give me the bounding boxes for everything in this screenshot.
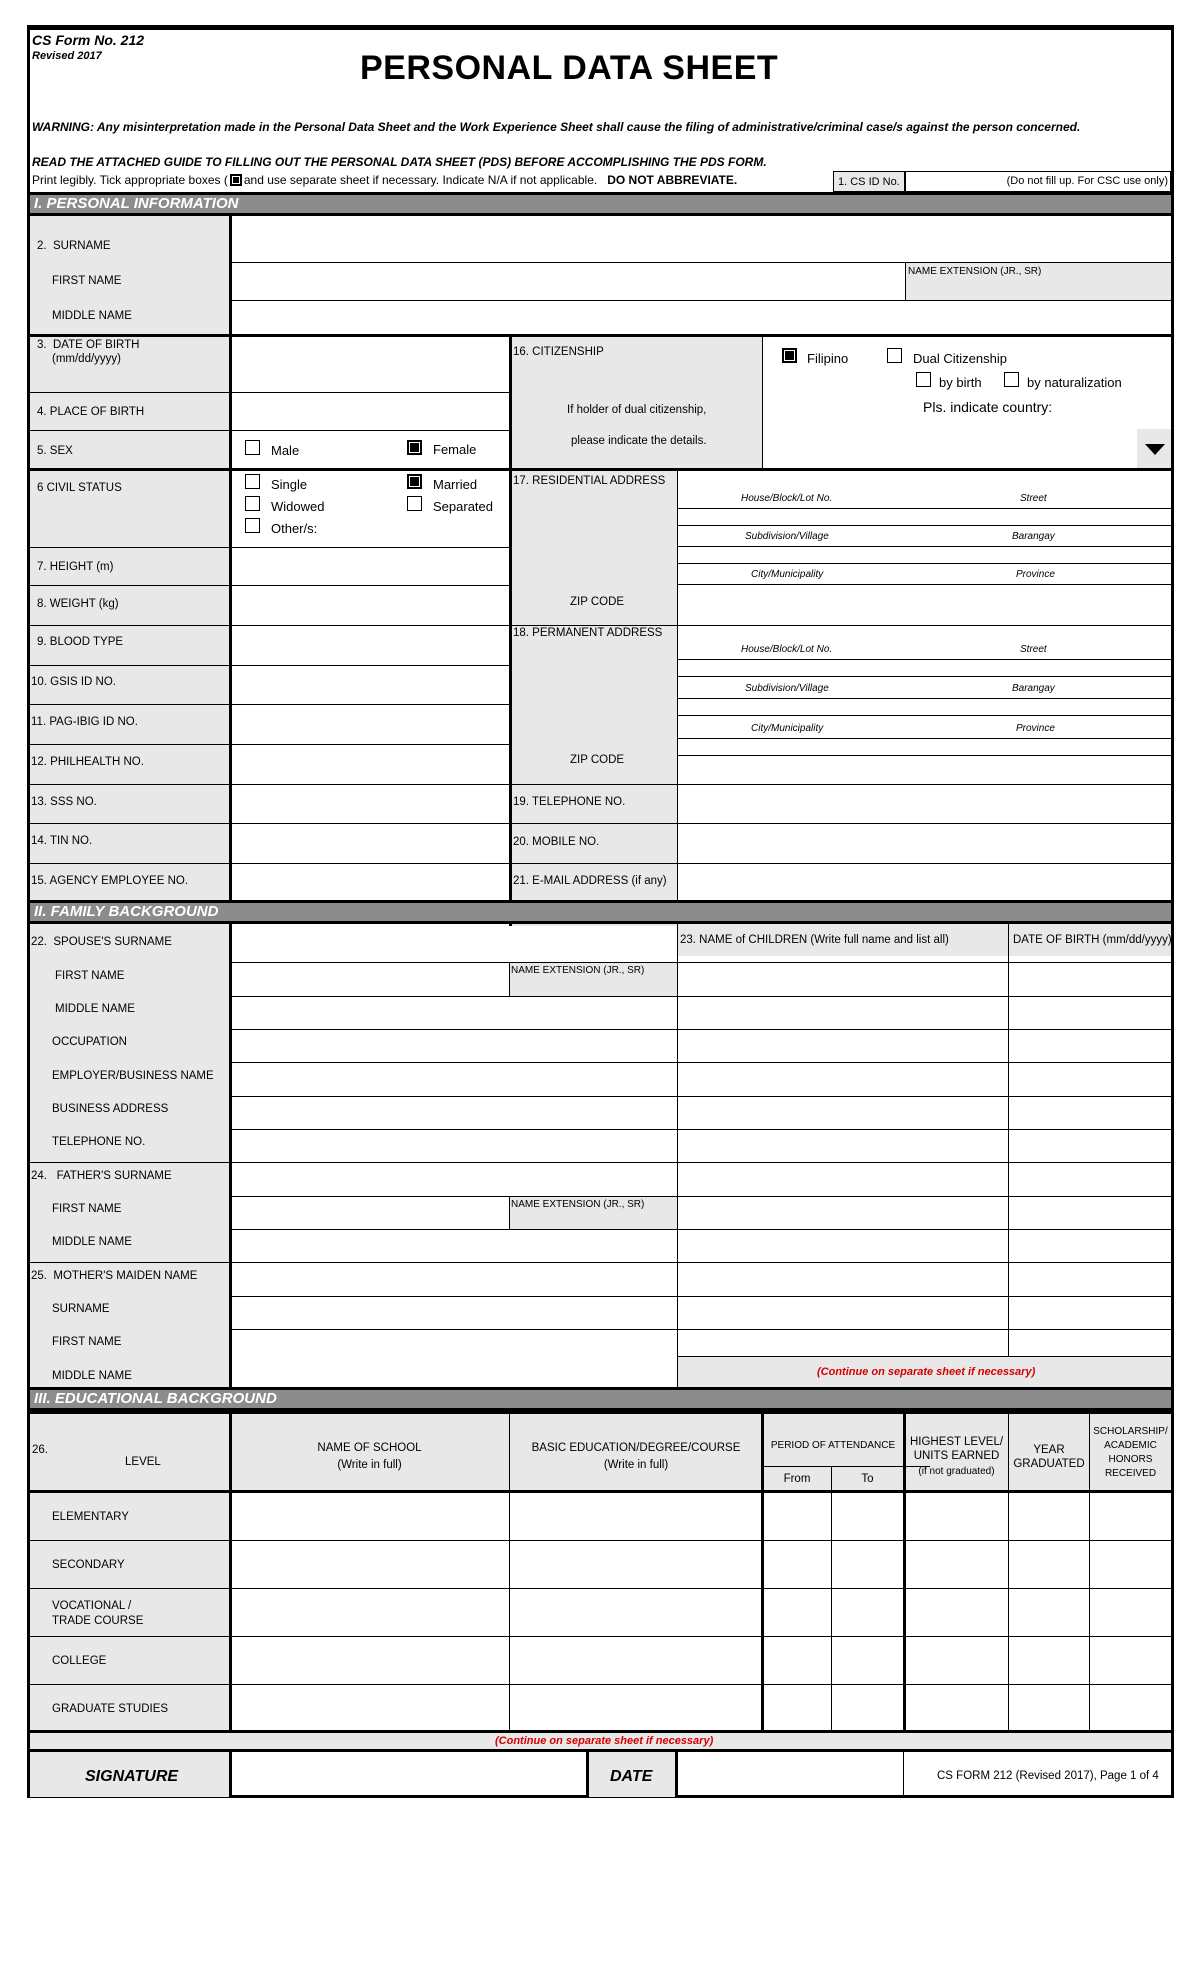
instruction-before: Print legibly. Tick appropriate boxes (	[32, 173, 228, 187]
family-continue-note: (Continue on separate sheet if necessary)	[817, 1366, 1036, 1378]
height-label: 7. HEIGHT (m)	[37, 561, 114, 573]
surname-number: 2.	[37, 240, 47, 252]
scholarship-header-2: ACADEMIC	[1104, 1440, 1157, 1451]
level-vocational: VOCATIONAL /	[52, 1600, 132, 1612]
to-header: To	[861, 1473, 874, 1485]
level-trade-course: TRADE COURSE	[52, 1615, 144, 1627]
telephone-label: 19. TELEPHONE NO.	[513, 796, 626, 808]
father-number: 24.	[31, 1170, 47, 1182]
year-graduated-header-1: YEAR	[1033, 1444, 1065, 1456]
male-checkbox[interactable]	[245, 440, 260, 455]
name-extension-label: NAME EXTENSION (JR., SR)	[908, 266, 1042, 277]
section2-label-column	[30, 924, 230, 1389]
section-family-background: II. FAMILY BACKGROUND	[30, 900, 1171, 924]
scholarship-header-4: RECEIVED	[1104, 1468, 1157, 1479]
signature-field[interactable]	[232, 1752, 586, 1797]
widowed-label: Widowed	[271, 499, 325, 514]
permanent-address-label: 18. PERMANENT ADDRESS	[513, 627, 663, 639]
civil-status-label: 6 CIVIL STATUS	[37, 482, 122, 494]
dob-text: DATE OF BIRTH	[52, 339, 140, 351]
father-surname-label	[31, 1170, 172, 1183]
tick-sample-icon	[230, 174, 242, 186]
no-abbreviate-text: DO NOT ABBREVIATE.	[607, 173, 738, 187]
others-label: Other/s:	[271, 521, 318, 536]
highest-header-1: HIGHEST LEVEL/	[909, 1436, 1004, 1448]
spouse-telephone-label: TELEPHONE NO.	[52, 1136, 146, 1148]
pagibig-label: 11. PAG-IBIG ID NO.	[31, 716, 138, 728]
course-header-note: (Write in full)	[603, 1459, 669, 1471]
dual-note-1: If holder of dual citizenship,	[567, 404, 707, 416]
by-birth-label: by birth	[939, 375, 982, 390]
dual-citizenship-checkbox[interactable]	[887, 348, 902, 363]
married-checkbox[interactable]	[407, 474, 422, 489]
mother-maiden-name-label	[31, 1270, 197, 1283]
res-house-hint: House/Block/Lot No.	[741, 493, 833, 504]
citizenship-label: 16. CITIZENSHIP	[513, 346, 604, 358]
mobile-label: 20. MOBILE NO.	[513, 836, 600, 848]
by-naturalization-checkbox[interactable]	[1004, 372, 1019, 387]
male-label: Male	[271, 443, 300, 458]
perm-zip-label: ZIP CODE	[570, 754, 625, 766]
father-middle-name-label: MIDDLE NAME	[52, 1236, 132, 1248]
page-footer-label: CS FORM 212 (Revised 2017), Page 1 of 4	[937, 1770, 1159, 1782]
warning-text: WARNING: Any misinterpretation made in the Personal Data Sheet and the Work Experience Sheet shall cause the filing of administrative/criminal case/s against the person concerned.	[32, 120, 1081, 134]
school-header-note: (Write in full)	[337, 1459, 402, 1471]
by-naturalization-label: by naturalization	[1027, 375, 1122, 390]
spouse-surname-label	[31, 936, 172, 949]
agency-employee-no-label: 15. AGENCY EMPLOYEE NO.	[31, 875, 189, 887]
weight-label: 8. WEIGHT (kg)	[37, 598, 119, 610]
csc-use-note: (Do not fill up. For CSC use only)	[1006, 175, 1168, 187]
mother-surname-label: SURNAME	[52, 1303, 110, 1315]
res-street-hint: Street	[1020, 493, 1047, 504]
perm-house-hint: House/Block/Lot No.	[741, 644, 833, 655]
form-revision: Revised 2017	[32, 50, 102, 62]
pds-form	[27, 25, 1174, 1798]
others-checkbox[interactable]	[245, 518, 260, 533]
indicate-country-label: Pls. indicate country:	[923, 399, 1053, 415]
course-header: BASIC EDUCATION/DEGREE/COURSE	[531, 1442, 741, 1454]
sss-label: 13. SSS NO.	[31, 796, 97, 808]
dob-label	[37, 339, 139, 352]
mother-first-name-label: FIRST NAME	[52, 1336, 122, 1348]
address-label-bg	[509, 470, 677, 926]
residential-address-label: 17. RESIDENTIAL ADDRESS	[513, 475, 666, 487]
page-title: PERSONAL DATA SHEET	[360, 49, 779, 87]
philhealth-label: 12. PHILHEALTH NO.	[31, 756, 144, 768]
period-header: PERIOD OF ATTENDANCE	[770, 1440, 896, 1451]
section-personal-information: I. PERSONAL INFORMATION	[30, 192, 1171, 216]
single-checkbox[interactable]	[245, 474, 260, 489]
spouse-text: SPOUSE'S SURNAME	[53, 936, 172, 948]
place-of-birth-label: 4. PLACE OF BIRTH	[37, 406, 145, 418]
highest-header-3: (if not graduated)	[918, 1466, 995, 1477]
res-subdiv-hint: Subdivision/Village	[745, 531, 829, 542]
country-dropdown-icon[interactable]	[1145, 444, 1165, 455]
occupation-label: OCCUPATION	[52, 1036, 127, 1048]
mother-middle-name-label: MIDDLE NAME	[52, 1370, 132, 1382]
employer-label: EMPLOYER/BUSINESS NAME	[52, 1070, 214, 1082]
surname-label	[37, 240, 111, 253]
dual-citizenship-label: Dual Citizenship	[913, 351, 1007, 366]
female-checkbox[interactable]	[407, 440, 422, 455]
perm-street-hint: Street	[1020, 644, 1047, 655]
filipino-checkbox[interactable]	[782, 348, 797, 363]
section-educational-background: III. EDUCATIONAL BACKGROUND	[30, 1387, 1171, 1411]
scholarship-header-1: SCHOLARSHIP/	[1093, 1426, 1168, 1437]
education-number: 26.	[32, 1444, 48, 1456]
res-city-hint: City/Municipality	[751, 569, 824, 580]
instruction-text	[32, 173, 737, 187]
year-graduated-header-2: GRADUATED	[1013, 1458, 1085, 1470]
spouse-name-ext-label: NAME EXTENSION (JR., SR)	[511, 965, 645, 976]
widowed-checkbox[interactable]	[245, 496, 260, 511]
middle-name-label: MIDDLE NAME	[52, 310, 132, 322]
surname-text: SURNAME	[52, 240, 111, 252]
by-birth-checkbox[interactable]	[916, 372, 931, 387]
signature-label: SIGNATURE	[85, 1768, 179, 1785]
highest-header-2: UNITS EARNED	[913, 1450, 1000, 1462]
perm-barangay-hint: Barangay	[1012, 683, 1055, 694]
instruction-after: and use separate sheet if necessary. Indicate N/A if not applicable.	[243, 173, 598, 187]
res-province-hint: Province	[1016, 569, 1055, 580]
cs-id-label-cell	[833, 171, 905, 192]
female-label: Female	[433, 442, 477, 457]
perm-province-hint: Province	[1016, 723, 1055, 734]
perm-subdiv-hint: Subdivision/Village	[745, 683, 829, 694]
mother-text: MOTHER'S MAIDEN NAME	[53, 1270, 198, 1282]
married-label: Married	[433, 477, 478, 492]
children-header: 23. NAME of CHILDREN (Write full name and list all)	[680, 934, 949, 946]
filipino-label: Filipino	[807, 351, 849, 366]
education-continue-note: (Continue on separate sheet if necessary)	[495, 1735, 714, 1747]
level-graduate-studies: GRADUATE STUDIES	[52, 1703, 169, 1715]
level-college: COLLEGE	[52, 1655, 107, 1667]
father-first-name-label: FIRST NAME	[52, 1203, 122, 1215]
first-name-label: FIRST NAME	[52, 275, 122, 287]
spouse-number: 22.	[31, 936, 47, 948]
guide-text: READ THE ATTACHED GUIDE TO FILLING OUT THE PERSONAL DATA SHEET (PDS) BEFORE ACCOMPLISHING THE PDS FORM.	[32, 155, 767, 169]
blood-type-label: 9. BLOOD TYPE	[37, 636, 124, 648]
dob-format: (mm/dd/yyyy)	[52, 353, 121, 365]
gsis-label: 10. GSIS ID NO.	[31, 676, 116, 688]
separated-label: Separated	[433, 499, 493, 514]
date-field[interactable]	[678, 1752, 903, 1797]
level-secondary: SECONDARY	[52, 1559, 125, 1571]
from-header: From	[783, 1473, 811, 1485]
cs-id-label: 1. CS ID No.	[838, 176, 900, 188]
email-label: 21. E-MAIL ADDRESS (if any)	[513, 875, 667, 887]
separated-checkbox[interactable]	[407, 496, 422, 511]
mother-number: 25.	[31, 1270, 47, 1282]
father-name-ext-label: NAME EXTENSION (JR., SR)	[511, 1199, 645, 1210]
father-text: FATHER'S SURNAME	[56, 1170, 172, 1182]
children-dob-header: DATE OF BIRTH (mm/dd/yyyy)	[1013, 934, 1172, 946]
spouse-first-name-label: FIRST NAME	[55, 970, 125, 982]
res-zip-label: ZIP CODE	[570, 596, 625, 608]
date-label: DATE	[610, 1768, 653, 1785]
dual-note-2: please indicate the details.	[571, 435, 707, 447]
res-barangay-hint: Barangay	[1012, 531, 1055, 542]
school-header: NAME OF SCHOOL	[317, 1442, 422, 1454]
spouse-middle-name-label: MIDDLE NAME	[55, 1003, 135, 1015]
level-header: LEVEL	[125, 1456, 161, 1468]
business-address-label: BUSINESS ADDRESS	[52, 1103, 169, 1115]
tin-label: 14. TIN NO.	[31, 835, 93, 847]
single-label: Single	[271, 477, 308, 492]
level-elementary: ELEMENTARY	[52, 1511, 129, 1523]
form-number: CS Form No. 212	[32, 32, 145, 48]
dob-number: 3.	[37, 339, 47, 351]
sex-label: 5. SEX	[37, 445, 73, 457]
cs-id-field[interactable]	[905, 171, 1171, 192]
scholarship-header-3: HONORS	[1108, 1454, 1153, 1465]
perm-city-hint: City/Municipality	[751, 723, 824, 734]
